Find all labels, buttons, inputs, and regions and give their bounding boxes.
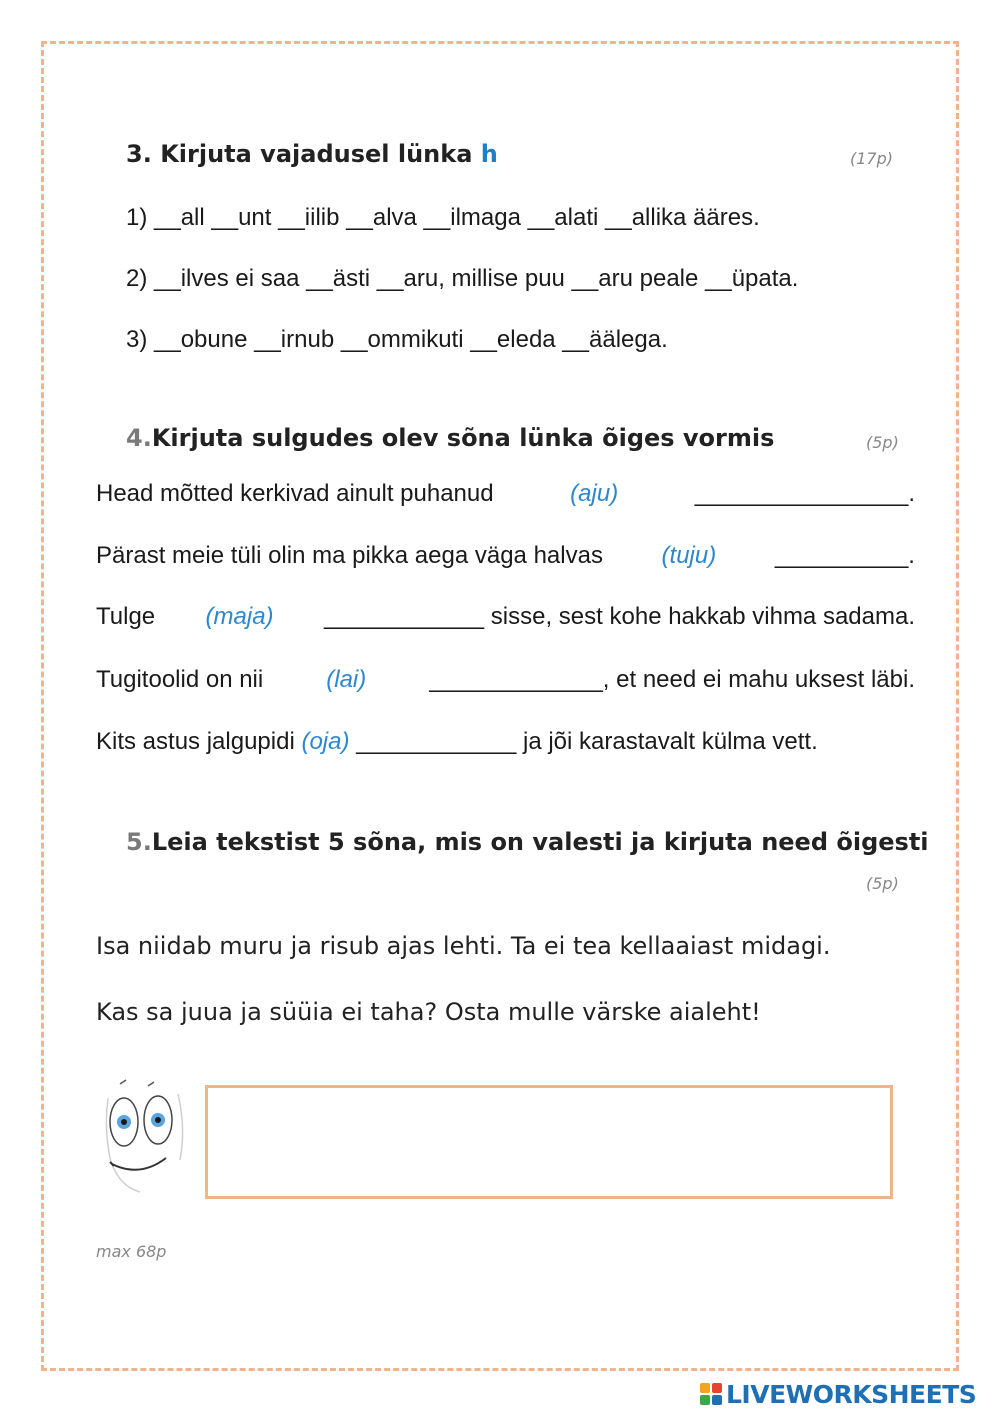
q3-title — [126, 140, 498, 168]
q5-text-line-2: Kas sa juua ja süüia ei taha? Osta mulle värske aialeht! — [96, 998, 761, 1026]
q5-title — [126, 828, 929, 856]
q3-line-3: 3) __obune __irnub __ommikuti __eleda __äälega. — [126, 326, 668, 353]
q4-s4-word: (lai) — [326, 666, 367, 693]
q4-s2-blank[interactable]: __________. — [774, 542, 915, 569]
q5-points: (5p) — [866, 874, 899, 893]
q4-s2-before: Pärast meie tüli olin ma pikka aega väga halvas — [96, 542, 603, 569]
liveworksheets-logo[interactable] — [700, 1380, 976, 1408]
q4-s1-word: (aju) — [570, 480, 619, 507]
max-points: max 68p — [96, 1242, 167, 1261]
q4-title — [126, 424, 774, 452]
q4-number: 4. — [126, 424, 152, 452]
q4-s2-word: (tuju) — [661, 542, 717, 569]
q4-sentence-2 — [96, 542, 915, 570]
q4-s4-after[interactable]: _____________, et need ei mahu uksest läbi. — [429, 666, 915, 693]
q5-title-text: Leia tekstist 5 sõna, mis on valesti ja kirjuta need õigesti — [151, 828, 929, 856]
q4-s1-blank[interactable]: ________________. — [694, 480, 915, 507]
q4-s4-before: Tugitoolid on nii — [96, 666, 264, 693]
q4-sentence-5 — [96, 728, 818, 756]
logo-mark-icon — [700, 1383, 722, 1405]
q4-s5-after[interactable]: ____________ ja jõi karastavalt külma vett. — [356, 728, 818, 755]
q3-line-1: 1) __all __unt __iilib __alva __ilmaga __alati __allika ääres. — [126, 204, 760, 231]
q4-s5-before: Kits astus jalgupidi — [96, 728, 295, 755]
q3-number: 3. — [126, 140, 152, 168]
logo-text: LIVEWORKSHEETS — [726, 1379, 977, 1409]
q3-letter: h — [480, 140, 498, 168]
smiley-face-icon — [100, 1078, 190, 1196]
q5-number: 5. — [126, 828, 152, 856]
q3-points: (17p) — [850, 149, 893, 168]
q4-s3-before: Tulge — [96, 603, 156, 630]
q4-sentence-3 — [96, 603, 915, 631]
q3-title-text: Kirjuta vajadusel lünka — [160, 140, 473, 168]
q4-s3-after[interactable]: ____________ sisse, sest kohe hakkab vihma sadama. — [323, 603, 915, 630]
q4-s1-before: Head mõtted kerkivad ainult puhanud — [96, 480, 494, 507]
q4-points: (5p) — [866, 433, 899, 452]
q4-sentence-1 — [96, 480, 915, 508]
answer-box[interactable] — [205, 1085, 893, 1199]
q4-title-text: Kirjuta sulgudes olev sõna lünka õiges vormis — [151, 424, 775, 452]
q5-text-line-1: Isa niidab muru ja risub ajas lehti. Ta ei tea kellaaiast midagi. — [96, 932, 831, 960]
q4-s3-word: (maja) — [205, 603, 274, 630]
q3-line-2: 2) __ilves ei saa __ästi __aru, millise puu __aru peale __üpata. — [126, 265, 799, 292]
q4-s5-word: (oja) — [301, 728, 350, 755]
q4-sentence-4 — [96, 666, 915, 694]
